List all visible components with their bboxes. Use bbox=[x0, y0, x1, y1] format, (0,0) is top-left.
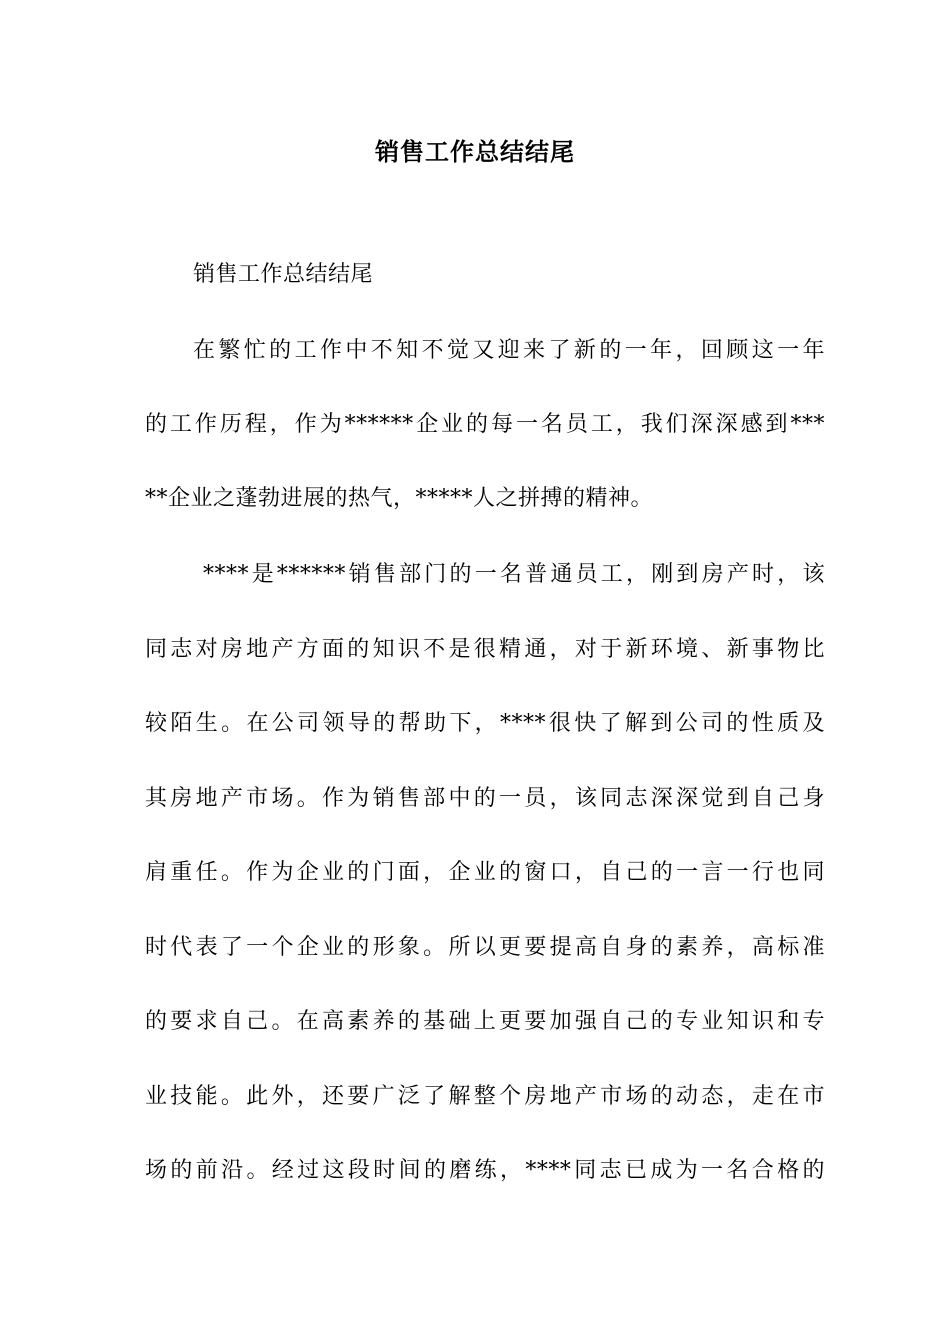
paragraph-heading: 销售工作总结结尾 bbox=[193, 262, 374, 287]
text-line: 的要求自己。在高素养的基础上更要加强自己的专业知识和专 bbox=[145, 1009, 825, 1034]
text-line: 同志对房地产方面的知识不是很精通，对于新环境、新事物比 bbox=[145, 637, 825, 662]
text-line: 业技能。此外，还要广泛了解整个房地产市场的动态，走在市 bbox=[145, 1084, 825, 1109]
document-title: 销售工作总结结尾 bbox=[375, 137, 575, 166]
text-line: 较陌生。在公司领导的帮助下，****很快了解到公司的性质及 bbox=[145, 711, 825, 736]
text-line: **企业之蓬勃进展的热气，*****人之拼搏的精神。 bbox=[145, 486, 654, 511]
text-line: 场的前沿。经过这段时间的磨练，****同志已成为一名合格的 bbox=[145, 1158, 825, 1183]
text-line: ****是******销售部门的一名普通员工，刚到房产时，该 bbox=[203, 562, 825, 587]
text-line: 肩重任。作为企业的门面，企业的窗口，自己的一言一行也同 bbox=[145, 860, 825, 885]
text-line: 在繁忙的工作中不知不觉又迎来了新的一年，回顾这一年 bbox=[193, 338, 825, 363]
text-line: 时代表了一个企业的形象。所以更要提高自身的素养，高标准 bbox=[145, 935, 825, 960]
text-line: 的工作历程，作为******企业的每一名员工，我们深深感到*** bbox=[145, 412, 825, 437]
text-line: 其房地产市场。作为销售部中的一员，该同志深深觉到自己身 bbox=[145, 786, 825, 811]
